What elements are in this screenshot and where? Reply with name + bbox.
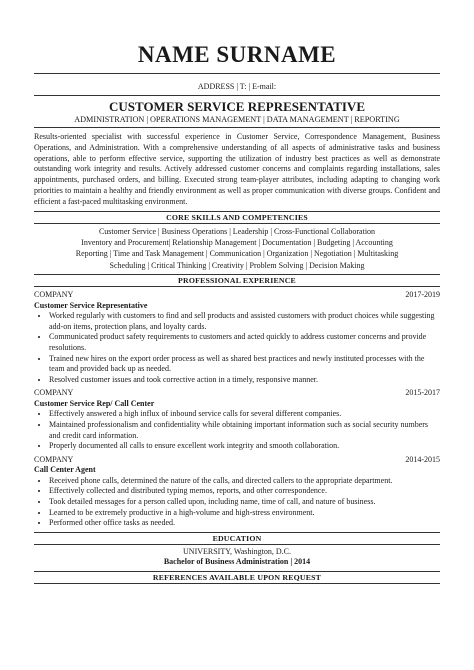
company-name: COMPANY [34,454,74,464]
resume-page [34,42,440,586]
skills-line: Reporting | Time and Task Management | Communication | Organization | Negotiation | Multitasking [75,249,399,259]
university-name: UNIVERSITY, Washington, D.C. [183,546,291,556]
job-bullets [34,409,440,451]
job-bullet: • Took detailed messages for a person called upon, including name, time of call, and nature of business. [49,497,440,508]
professional-summary: Results-oriented specialist with successful experience in Customer Service, Correspondence Management, Business Operations, and Administration. With a comprehensive understanding of all aspects of administrative tasks and business operations, able to perform effective service, supporting the utilization of industry best practices as well as demonstrate outstanding work integrity and results. Actively addressed customer concerns and complaints regarding installations, sales appointments, purchased orders, and billing. Executed strong team-player attributes, including adapting to changing work priorities to maintain a healthy and friendly environment as well as proper communication with diverse groups. Confident and efficient a fast-paced multitasking environment. [34,132,440,206]
job-bullet: • Properly documented all calls to ensure excellent work integrity and smooth collaboration. [49,441,440,452]
company-name: COMPANY [34,290,74,300]
job-bullet: • Learned to be extremely productive in a high-volume and high-stress environment. [49,508,440,519]
job-entry [34,290,440,385]
job-bullet: • Effectively answered a high influx of inbound service calls for several different companies. [49,409,440,420]
job-entry [34,388,440,451]
job-years: 2014-2015 [405,454,440,464]
job-bullet: • Trained new hires on the export order process as well as shared best practices and newly instituted processes with the team and provided back up as needed. [49,354,440,375]
job-years: 2017-2019 [405,290,440,300]
job-bullet: • Effectively collected and distributed typing memos, reports, and other correspondence. [49,486,440,497]
focus-areas: ADMINISTRATION | OPERATIONS MANAGEMENT | DATA MANAGEMENT | REPORTING [74,115,400,124]
skills-line: Scheduling | Critical Thinking | Creativity | Problem Solving | Decision Making [109,260,365,270]
job-bullet: • Communicated product safety requirements to customers and acted quickly to address customer concerns and provide resolutions. [49,332,440,353]
job-bullets [34,476,440,529]
job-role: Customer Service Representative [34,300,148,310]
job-bullet: • Worked regularly with customers to find and sell products and assisted customers with product choices while suggesting add-on items, protection plans, and loyalty cards. [49,311,440,332]
candidate-name: NAME SURNAME [137,42,337,67]
job-bullet: • Received phone calls, determined the nature of the calls, and directed callers to the appropriate department. [49,476,440,487]
company-name: COMPANY [34,388,74,398]
job-bullet: • Performed other office tasks as needed. [49,518,440,529]
contact-divider [34,95,440,96]
experience-heading: PROFESSIONAL EXPERIENCE [34,274,440,287]
job-title: CUSTOMER SERVICE REPRESENTATIVE [109,99,365,114]
contact-line: ADDRESS | T: | E-mail: [197,82,277,91]
job-entry [34,455,440,529]
job-role: Call Center Agent [34,465,96,475]
job-bullets [34,311,440,385]
skills-list [34,226,440,272]
skills-line: Customer Service | Business Operations | Leadership | Cross-Functional Collaboration [98,226,376,236]
skills-heading: CORE SKILLS AND COMPETENCIES [34,211,440,224]
job-bullet: • Resolved customer issues and took corrective action in a timely, responsive manner. [49,375,440,386]
references-heading: REFERENCES AVAILABLE UPON REQUEST [34,571,440,584]
job-role: Customer Service Rep/ Call Center [34,398,155,408]
skills-line: Inventory and Procurement| Relationship Management | Documentation | Budgeting | Accounting [81,237,393,247]
header-divider [34,73,440,74]
education-heading: EDUCATION [34,532,440,545]
job-years: 2015-2017 [405,388,440,398]
degree-line: Bachelor of Business Administration | 2014 [163,557,311,567]
job-bullet: • Maintained professionalism and confidentiality while obtaining important information such as social security numbers and credit card information. [49,420,440,441]
areas-divider [34,127,440,128]
